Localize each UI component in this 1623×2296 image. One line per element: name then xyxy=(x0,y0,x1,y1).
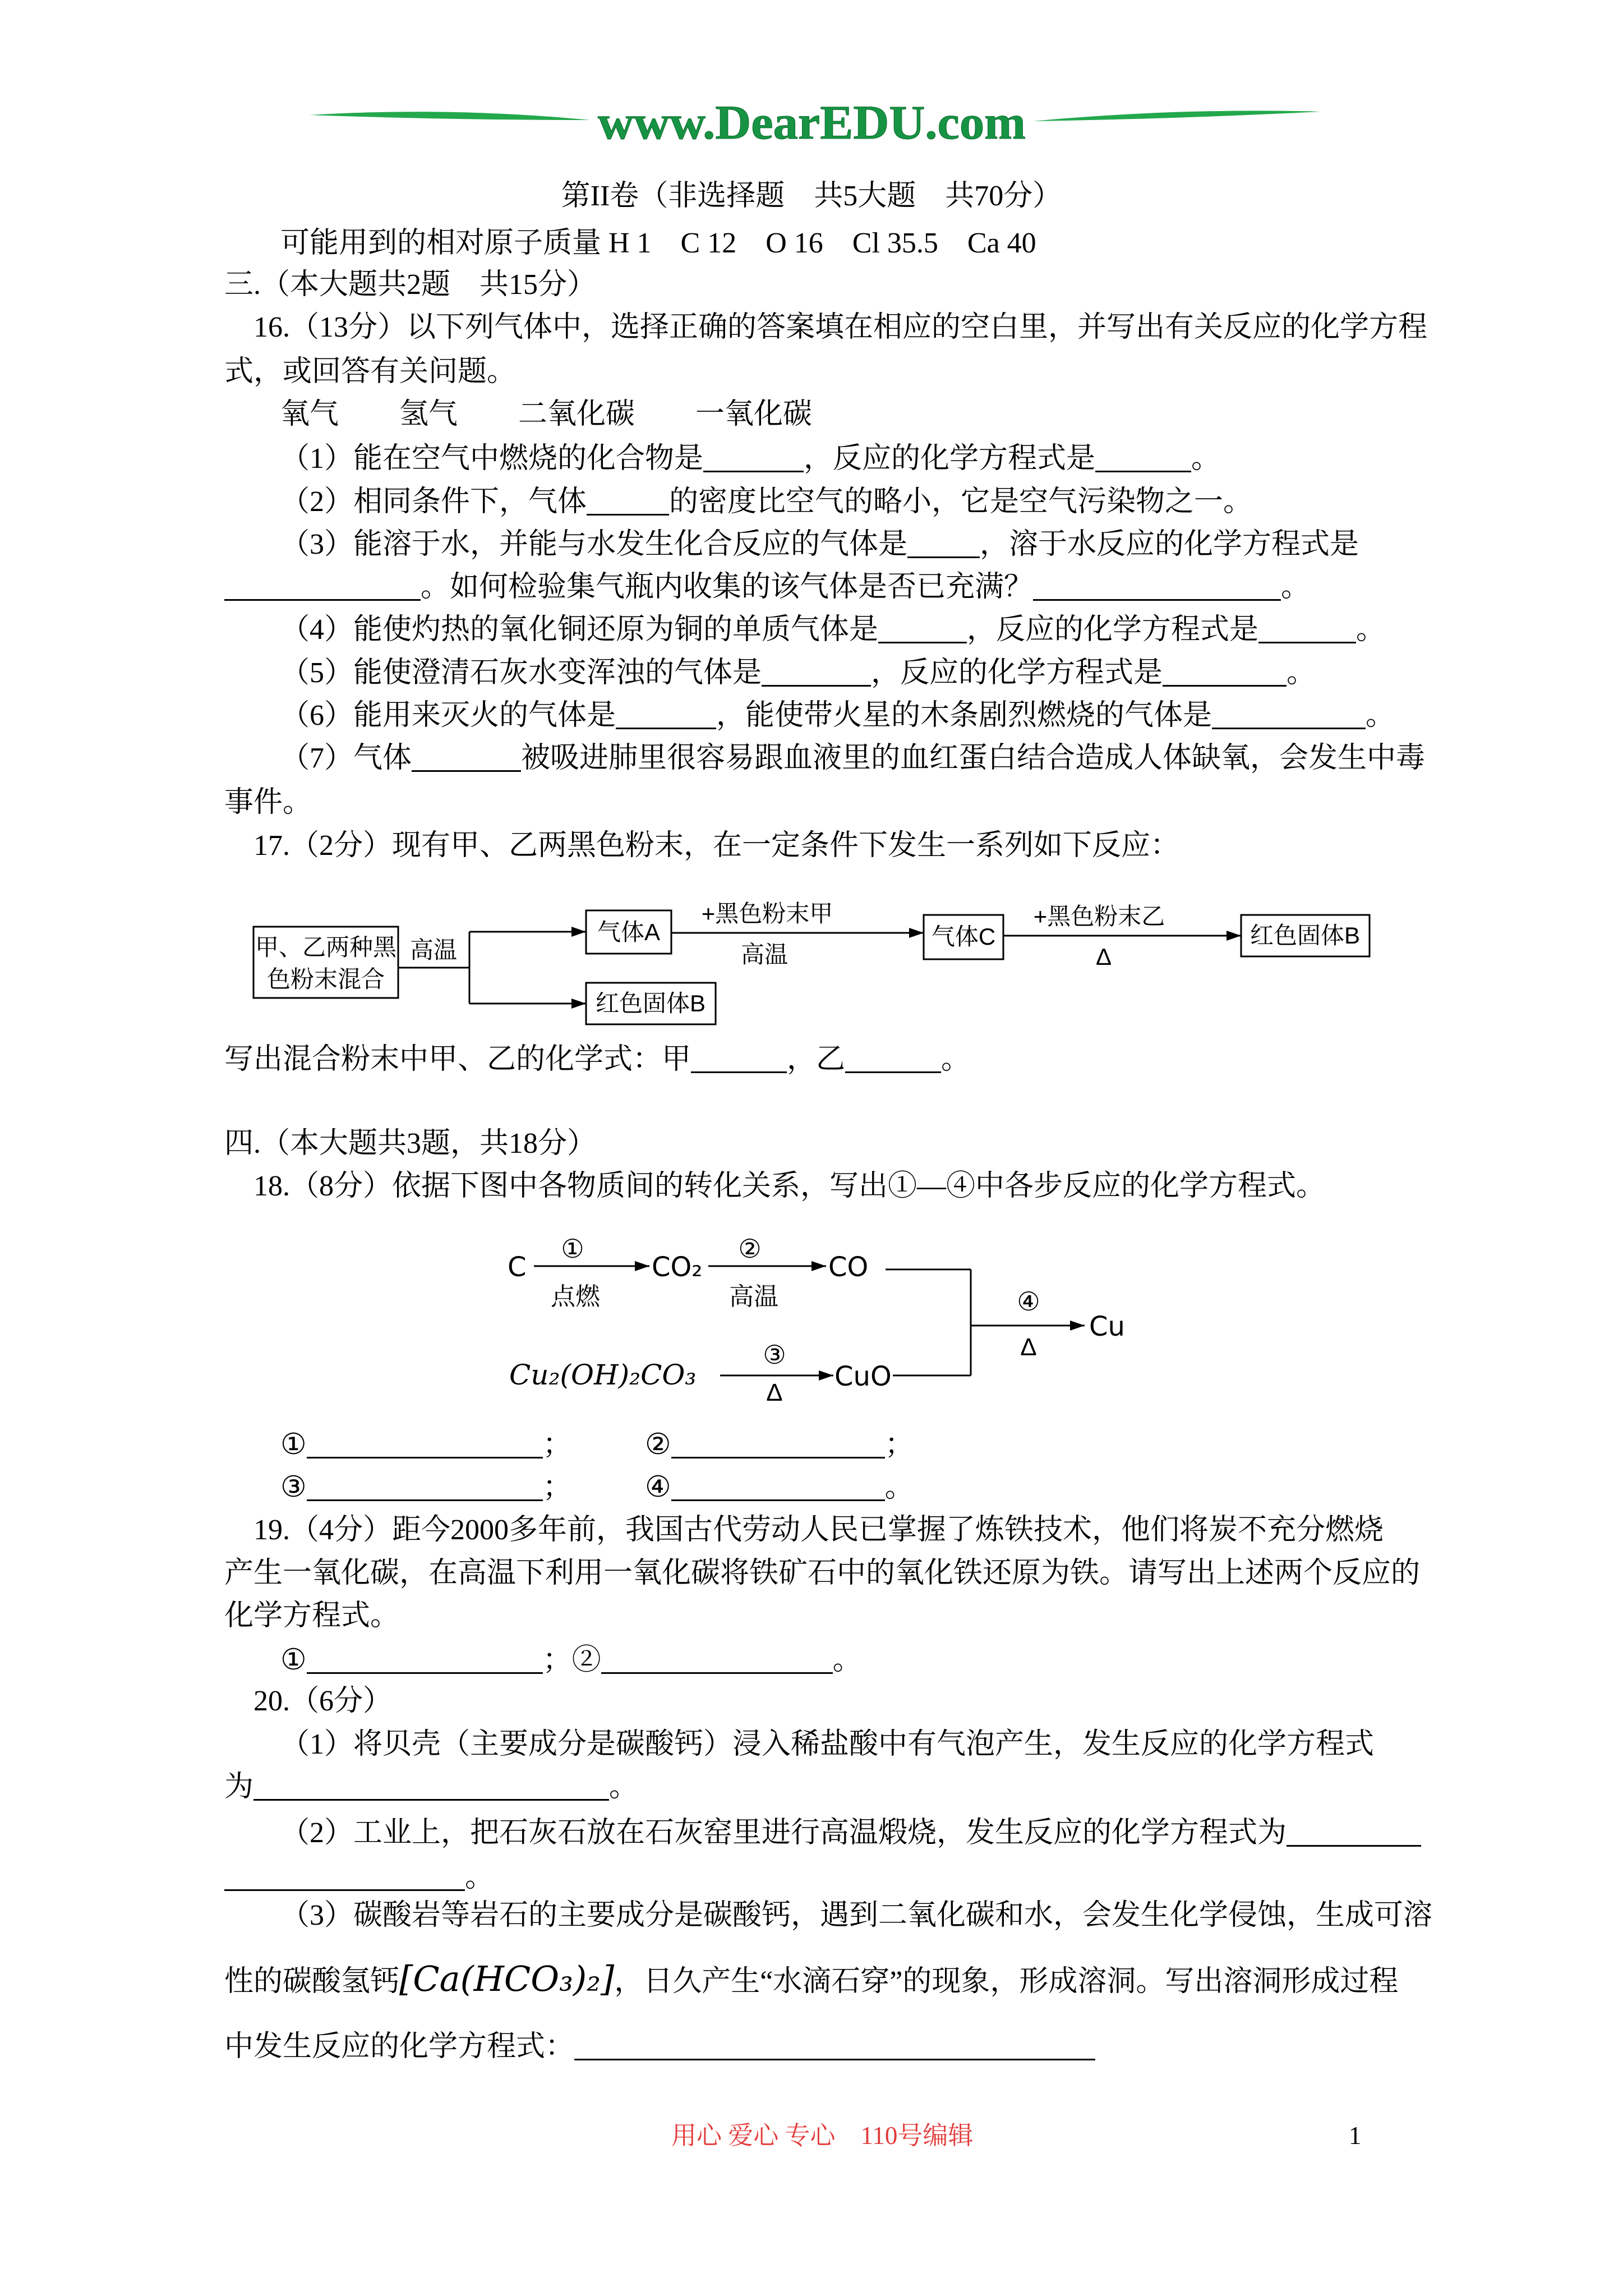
q16-part4-text: ，反应的化学方程式是 xyxy=(967,614,1259,646)
answer-mark: ；② xyxy=(542,1644,601,1676)
atomic-masses-line: 可能用到的相对原子质量 H 1 C 12 O 16 Cl 35.5 Ca 40 xyxy=(280,227,1036,259)
answer-blank xyxy=(601,1672,833,1674)
condition-label: 点燃 xyxy=(551,1283,600,1310)
section3-heading: 三.（本大题共2题 共15分） xyxy=(224,269,597,301)
q20-part2-text: （2）工业上，把石灰石放在石灰窑里进行高温煅烧，发生反应的化学方程式为 xyxy=(280,1817,1287,1849)
q20-part2 xyxy=(280,1812,1421,1855)
answer-blank xyxy=(587,513,669,516)
reagent-label: +黑色粉末乙 xyxy=(1033,903,1165,930)
answer-separator: 。 xyxy=(832,1644,862,1676)
q20-part1-text: 。 xyxy=(609,1771,639,1803)
q18-conversion-diagram xyxy=(0,1223,1623,1408)
q20-part3: （3）碳酸岩等岩石的主要成分是碳酸钙，遇到二氧化碳和水，会发生化学侵蚀，生成可溶 xyxy=(280,1899,1433,1931)
heat-symbol: Δ xyxy=(766,1379,783,1406)
q16-part2 xyxy=(280,481,1252,523)
q16-part4 xyxy=(280,609,1385,651)
q16-part1 xyxy=(280,438,1220,480)
q20-part1-cont xyxy=(224,1766,638,1809)
q19-answer xyxy=(280,1639,862,1682)
condition-label: 高温 xyxy=(740,941,789,968)
q18-answer-2 xyxy=(645,1424,914,1466)
answer-blank xyxy=(907,556,980,558)
answer-blank xyxy=(762,684,871,687)
red-solid-label: 红色固体B xyxy=(1249,922,1361,949)
q17-answer xyxy=(224,1038,970,1081)
q17-reaction-diagram xyxy=(0,886,1623,1043)
answer-blank xyxy=(224,599,421,601)
answer-blank xyxy=(1163,684,1287,687)
heat-symbol: Δ xyxy=(1020,1333,1037,1361)
carbon-label: C xyxy=(508,1251,527,1283)
answer-separator: ； xyxy=(884,1429,914,1461)
q20-part3-text: 性的碳酸氢钙 xyxy=(224,1966,400,1998)
answer-blank xyxy=(703,470,804,472)
q16-part1-text: 。 xyxy=(1191,443,1221,475)
option-carbon-monoxide: 一氧化碳 xyxy=(695,398,813,430)
q16-part7-text: （7）气体 xyxy=(280,742,412,774)
answer-separator: ； xyxy=(542,1429,572,1461)
answer-blank xyxy=(616,727,716,729)
right-swoosh-decoration xyxy=(1033,111,1321,121)
q16-part6-text: （6）能用来灭火的气体是 xyxy=(280,700,616,731)
q16-part5-text: ，反应的化学方程式是 xyxy=(871,657,1163,689)
step-2-marker: ② xyxy=(738,1234,762,1264)
cu-label: Cu xyxy=(1089,1311,1125,1342)
answer-separator: ； xyxy=(542,1471,572,1503)
step-1-marker: ① xyxy=(561,1234,584,1264)
answer-blank xyxy=(224,1889,465,1891)
footer-slogan: 用心 爱心 专心 110号编辑 xyxy=(671,2122,974,2150)
answer-blank xyxy=(845,1071,941,1073)
answer-mark: ② xyxy=(645,1429,671,1461)
q20-part3-text: 中发生反应的化学方程式： xyxy=(224,2031,575,2063)
q16-part4-text: （4）能使灼热的氧化铜还原为铜的单质气体是 xyxy=(280,614,879,646)
q17-stem: 17.（2分）现有甲、乙两黑色粉末，在一定条件下发生一系列如下反应： xyxy=(253,830,1180,862)
answer-blank xyxy=(307,1672,543,1674)
site-banner xyxy=(0,84,1623,163)
q16-part1-text: （1）能在空气中燃烧的化合物是 xyxy=(280,443,704,475)
left-swoosh-decoration xyxy=(310,112,590,120)
answer-mark: ④ xyxy=(645,1471,671,1503)
malachite-formula: Cu₂(OH)₂CO₃ xyxy=(509,1359,697,1391)
option-carbon-dioxide: 二氧化碳 xyxy=(518,398,635,430)
q16-part3-text: 。如何检验集气瓶内收集的该气体是否已充满？ xyxy=(421,571,1034,603)
q16-stem-cont: 式，或回答有关问题。 xyxy=(224,356,517,388)
site-logo-text: www.DearEDU.com xyxy=(598,95,1026,149)
answer-blank xyxy=(253,1798,609,1801)
q16-part2-text: 的密度比空气的略小，它是空气污染物之一。 xyxy=(669,486,1253,518)
part-title: 第II卷（非选择题 共5大题 共70分） xyxy=(561,180,1062,212)
q16-part4-text: 。 xyxy=(1356,614,1386,646)
answer-mark: ① xyxy=(280,1644,307,1676)
answer-separator: 。 xyxy=(884,1471,914,1503)
mixture-box-label: 甲、乙两种黑 xyxy=(255,934,397,960)
q17-answer-text: 。 xyxy=(941,1043,971,1075)
answer-blank xyxy=(574,2058,1095,2060)
q16-part6-text: ，能使带火星的木条剧烈燃烧的气体是 xyxy=(716,700,1212,731)
answer-blank xyxy=(878,641,967,643)
q20-part1: （1）将贝壳（主要成分是碳酸钙）浸入稀盐酸中有气泡产生，发生反应的化学方程式 xyxy=(280,1728,1375,1760)
reagent-label: +黑色粉末甲 xyxy=(701,900,833,927)
q16-part3-text: ，溶于水反应的化学方程式是 xyxy=(980,528,1359,560)
q16-part3-cont xyxy=(224,566,1310,609)
q16-part7-text: 被吸进肺里很容易跟血液里的血红蛋白结合造成人体缺氧，会发生中毒 xyxy=(521,742,1426,774)
answer-blank xyxy=(691,1071,787,1073)
q18-answer-3 xyxy=(280,1466,572,1509)
q16-part3 xyxy=(280,523,1359,566)
q16-part5 xyxy=(280,652,1316,694)
answer-blank xyxy=(671,1456,885,1458)
co2-label: CO₂ xyxy=(652,1251,703,1283)
q19-stem-cont: 化学方程式。 xyxy=(224,1600,400,1632)
q18-stem: 18.（8分）依据下图中各物质间的转化关系，写出①—④中各步反应的化学方程式。 xyxy=(253,1170,1326,1202)
step-4-marker: ④ xyxy=(1017,1286,1040,1317)
q16-part7 xyxy=(280,737,1425,780)
q16-part5-text: 。 xyxy=(1287,657,1316,689)
q20-heading: 20.（6分） xyxy=(253,1685,393,1717)
answer-blank xyxy=(1287,1844,1421,1847)
answer-blank xyxy=(1258,641,1356,643)
condition-label: 高温 xyxy=(729,1283,778,1310)
q16-stem: 16.（13分）以下列气体中，选择正确的答案填在相应的空白里，并写出有关反应的化学方程 xyxy=(253,311,1428,343)
q16-part6 xyxy=(280,694,1395,737)
gas-a-label: 气体A xyxy=(597,919,661,945)
answer-blank xyxy=(412,770,521,772)
answer-mark: ③ xyxy=(280,1471,307,1503)
mixture-box-label: 色粉末混合 xyxy=(266,966,385,992)
page-number: 1 xyxy=(1349,2122,1362,2150)
answer-blank xyxy=(1033,599,1281,601)
q16-part5-text: （5）能使澄清石灰水变浑浊的气体是 xyxy=(280,657,762,689)
heat-symbol: Δ xyxy=(1095,944,1112,970)
option-oxygen: 氧气 xyxy=(280,398,339,430)
q20-part3-cont xyxy=(224,1958,1398,2000)
answer-blank xyxy=(1212,727,1366,729)
co-label: CO xyxy=(828,1251,869,1283)
q19-stem-cont: 产生一氧化碳，在高温下利用一氧化碳将铁矿石中的氧化铁还原为铁。请写出上述两个反应的 xyxy=(224,1557,1421,1589)
cuo-label: CuO xyxy=(834,1361,892,1392)
calcium-bicarbonate-formula: [Ca(HCO₃)₂] xyxy=(399,1958,615,1999)
q20-part3-text: ，日久产生“水滴石穿”的现象，形成溶洞。写出溶洞形成过程 xyxy=(614,1966,1399,1998)
red-solid-label: 红色固体B xyxy=(595,990,706,1016)
q20-part2-cont xyxy=(224,1856,494,1899)
q18-answer-4 xyxy=(645,1466,914,1509)
answer-blank xyxy=(307,1456,543,1458)
q16-part3-text: （3）能溶于水，并能与水发生化合反应的气体是 xyxy=(280,528,908,560)
q16-part3-text: 。 xyxy=(1281,571,1311,603)
q20-part2-text: 。 xyxy=(465,1861,495,1893)
q17-answer-text: 写出混合粉末中甲、乙的化学式：甲 xyxy=(224,1043,691,1075)
q16-part6-text: 。 xyxy=(1366,700,1395,731)
option-hydrogen: 氢气 xyxy=(399,398,458,430)
q16-part7-cont: 事件。 xyxy=(224,786,312,818)
q19-stem: 19.（4分）距今2000多年前，我国古代劳动人民已掌握了炼铁技术，他们将炭不充分燃烧 xyxy=(253,1514,1384,1546)
q17-answer-text: ，乙 xyxy=(787,1043,846,1075)
q16-part1-text: ，反应的化学方程式是 xyxy=(804,443,1096,475)
answer-blank xyxy=(1095,470,1191,472)
section4-heading: 四.（本大题共3题，共18分） xyxy=(224,1128,597,1159)
answer-blank xyxy=(307,1499,543,1501)
answer-mark: ① xyxy=(280,1429,307,1461)
answer-blank xyxy=(671,1499,885,1501)
q20-part3-answer xyxy=(224,2026,1095,2068)
step-3-marker: ③ xyxy=(763,1340,786,1370)
q20-part1-text: 为 xyxy=(224,1771,254,1803)
q16-options xyxy=(280,393,873,436)
condition-label: 高温 xyxy=(409,937,458,963)
q16-part2-text: （2）相同条件下，气体 xyxy=(280,486,587,518)
gas-c-label: 气体C xyxy=(931,923,996,950)
q18-answer-1 xyxy=(280,1424,572,1466)
